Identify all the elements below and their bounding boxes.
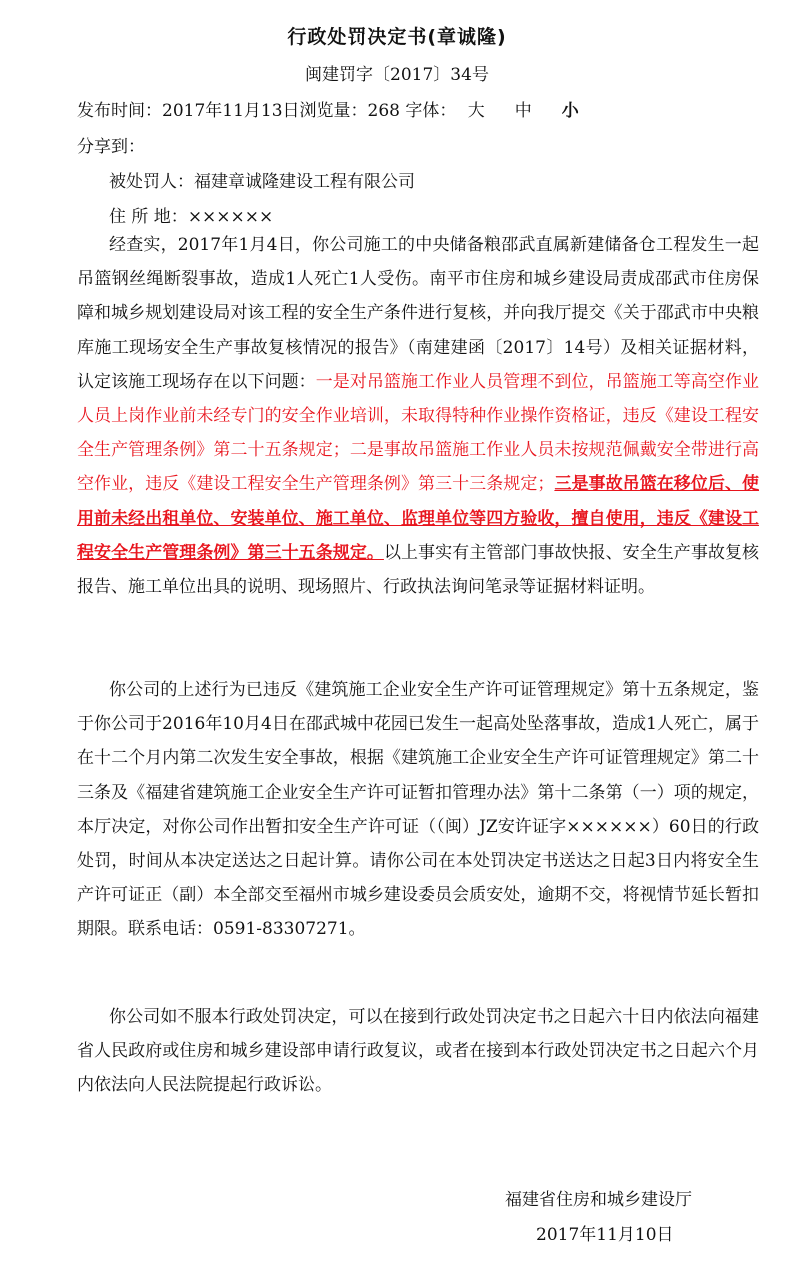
penalized-party-name: 福建章诚隆建设工程有限公司 [194,172,415,192]
penalized-party-label: 被处罚人： [109,172,194,192]
appeal-paragraph: 你公司如不服本行政处罚决定，可以在接到行政处罚决定书之日起六十日内依法向福建省人民政府或住房和城乡建设部申请行政复议，或者在接到本行政处罚决定书之日起六个月内依法向人民法院提起行政诉讼。 [77,1007,759,1096]
views-count: 268 [367,101,400,121]
publish-date: 2017年11月13日 [162,101,300,121]
violation-text-red-bold: 三是事故吊篮在移位后、使用前未经出租单位、安装单位、施工单位、监理单位等四方验收，擅自使用，违反《建设工程安全生产管理条例》第三十五条规定。 [77,474,760,563]
publish-time-label: 发布时间： [77,101,162,121]
share-to-label: 分享到： [77,137,145,157]
facts-text-intro: 经查实，2017年1月4日，你公司施工的中央储备粮邵武直属新建储备仓工程发生一起吊篮钢丝绳断裂事故，造成1人死亡1人受伤。南平市住房和城乡建设局责成邵武市住房保障和城乡规划建设局对该工程的安全生产条件进行复核，并向我厅提交《关于邵武市中央粮库施工现场安全生产事故复核情况的报告》（南建建函〔2017〕14号）及相关证据材料，认定该施工现场存在以下问题： [77,235,759,392]
evidence-text: 以上事实有主管部门事故快报、安全生产事故复核报告、施工单位出具的说明、现场照片、行政执法询问笔录等证据材料证明。 [77,542,760,598]
font-size-small-button[interactable]: 小 [561,101,579,121]
font-size-switcher [468,96,609,121]
font-size-label: 字体： [405,101,457,121]
document-number: 闽建罚字〔2017〕34号 [305,65,489,85]
views-label: 浏览量： [299,101,368,121]
issuing-organization: 福建省住房和城乡建设厅 [505,1190,692,1210]
font-size-medium-button[interactable]: 中 [514,101,532,121]
violation-text-red: 一是对吊篮施工作业人员管理不到位，吊篮施工等高空作业人员上岗作业前未经专门的安全作业培训，未取得特种作业操作资格证，违反《建设工程安全生产管理条例》第二十五条规定；二是事故吊篮施工作业人员未按规范佩戴安全带进行高空作业，违反《建设工程安全生产管理条例》第三十三条规定； [77,371,759,495]
address-line [109,202,273,227]
article-meta-bar [77,96,609,121]
facts-paragraph [77,228,759,604]
decision-paragraph: 你公司的上述行为已违反《建筑施工企业安全生产许可证管理规定》第十五条规定，鉴于你公司于2016年10月4日在邵武城中花园已发生一起高处坠落事故，造成1人死亡，属于在十二个月内第二次发生安全事故，根据《建筑施工企业安全生产许可证管理规定》第二十三条及《福建省建筑施工企业安全生产许可证暂扣管理办法》第十二条第（一）项的规定，本厅决定，对你公司作出暂扣安全生产许可证（（闽）JZ安许证字××××××）60日的行政处罚，时间从本决定送达之日起计算。请你公司在本处罚决定书送达之日起3日内将安全生产许可证正（副）本全部交至福州市城乡建设委员会质安处，逾期不交，将视情节延长暂扣期限。联系电话：0591-83307271。 [77,680,759,940]
address-value: ×××××× [187,207,274,227]
font-size-large-button[interactable]: 大 [467,101,485,121]
penalized-party-line [109,167,415,192]
document-title: 行政处罚决定书(章诚隆) [287,26,507,48]
address-label: 住 所 地： [109,207,188,227]
issue-date: 2017年11月10日 [536,1225,674,1245]
